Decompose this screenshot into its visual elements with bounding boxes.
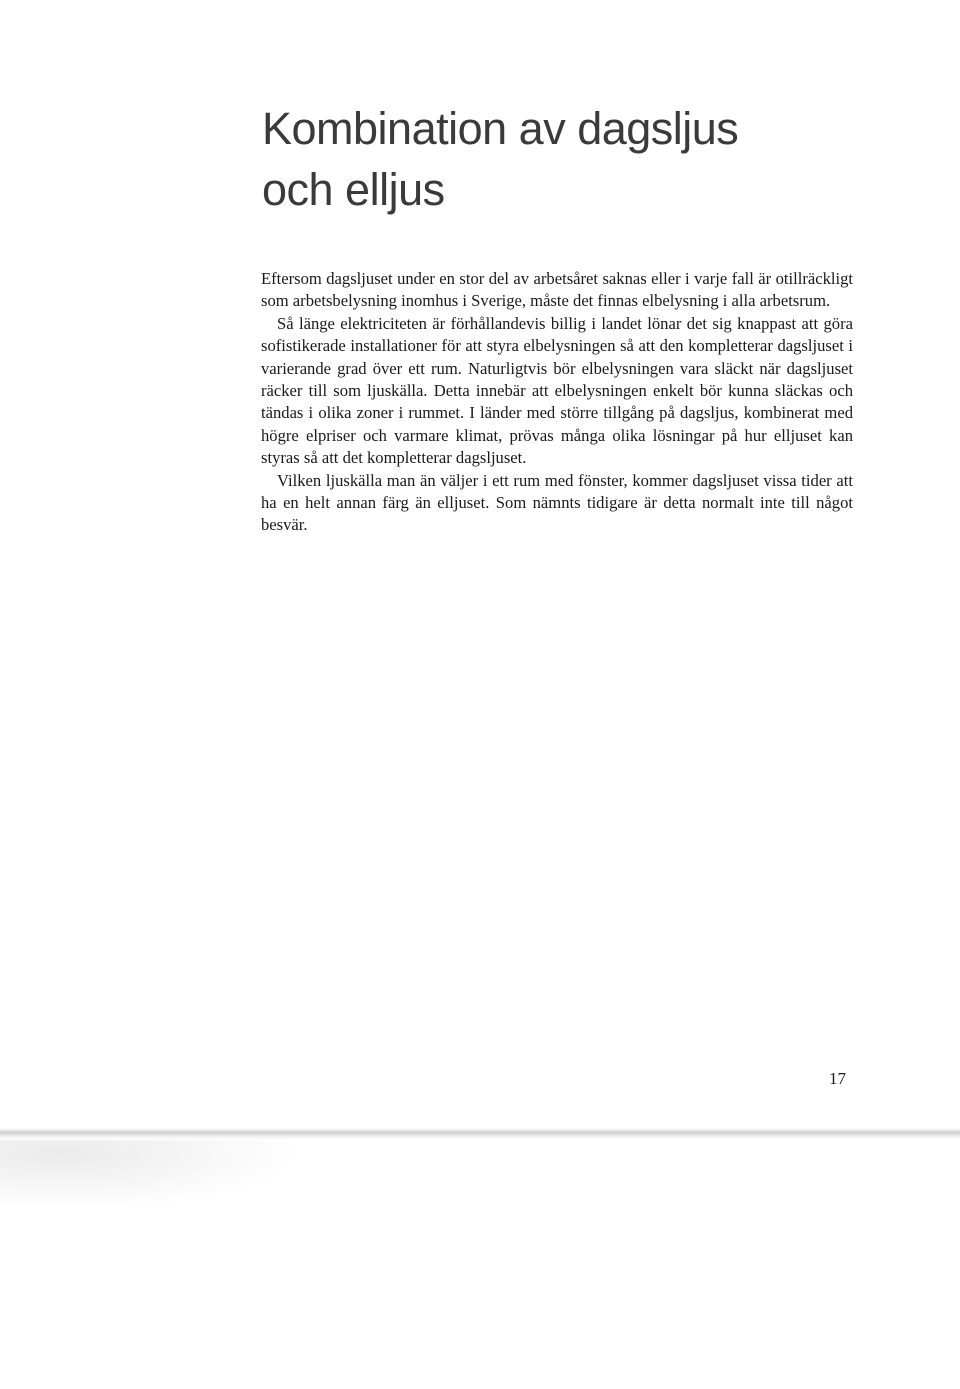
body-text xyxy=(261,268,853,537)
title-line-1: Kombination av dagsljus xyxy=(262,103,739,154)
paragraph-1: Eftersom dagsljuset under en stor del av arbetsåret saknas eller i varje fall är otillräckligt som arbetsbelysning inomhus i Sverige, måste det finnas elbelysning i alla arbetsrum. xyxy=(261,269,853,311)
page-number: 17 xyxy=(829,1069,846,1088)
paragraph-2: Så länge elektriciteten är förhållandevis billig i landet lönar det sig knappast att göra sofistikerade installationer för att styra elbelysningen så att den kompletterar dagsljuset i varierande grad över ett rum. Naturligtvis bör elbelysningen vara släckt när dagsljuset räcker till som ljuskälla. Detta innebär att elbelysningen enkelt bör kunna släckas och tändas i olika zoner i rummet. I länder med större tillgång på dagsljus, kombinerat med högre elpriser och varmare klimat, prövas många olika lösningar på hur elljuset kan styras så att det kompletterar dagsljuset. xyxy=(261,313,853,468)
page-title xyxy=(262,98,882,220)
scan-artifact-shadow xyxy=(0,1140,300,1210)
title-line-2: och elljus xyxy=(262,164,445,215)
scan-artifact-line xyxy=(0,1128,960,1140)
paragraph-3: Vilken ljuskälla man än väljer i ett rum med fönster, kommer dagsljuset vissa tider att ha en helt annan färg än elljuset. Som nämnts tidigare är detta normalt inte till något besvär. xyxy=(261,470,853,535)
